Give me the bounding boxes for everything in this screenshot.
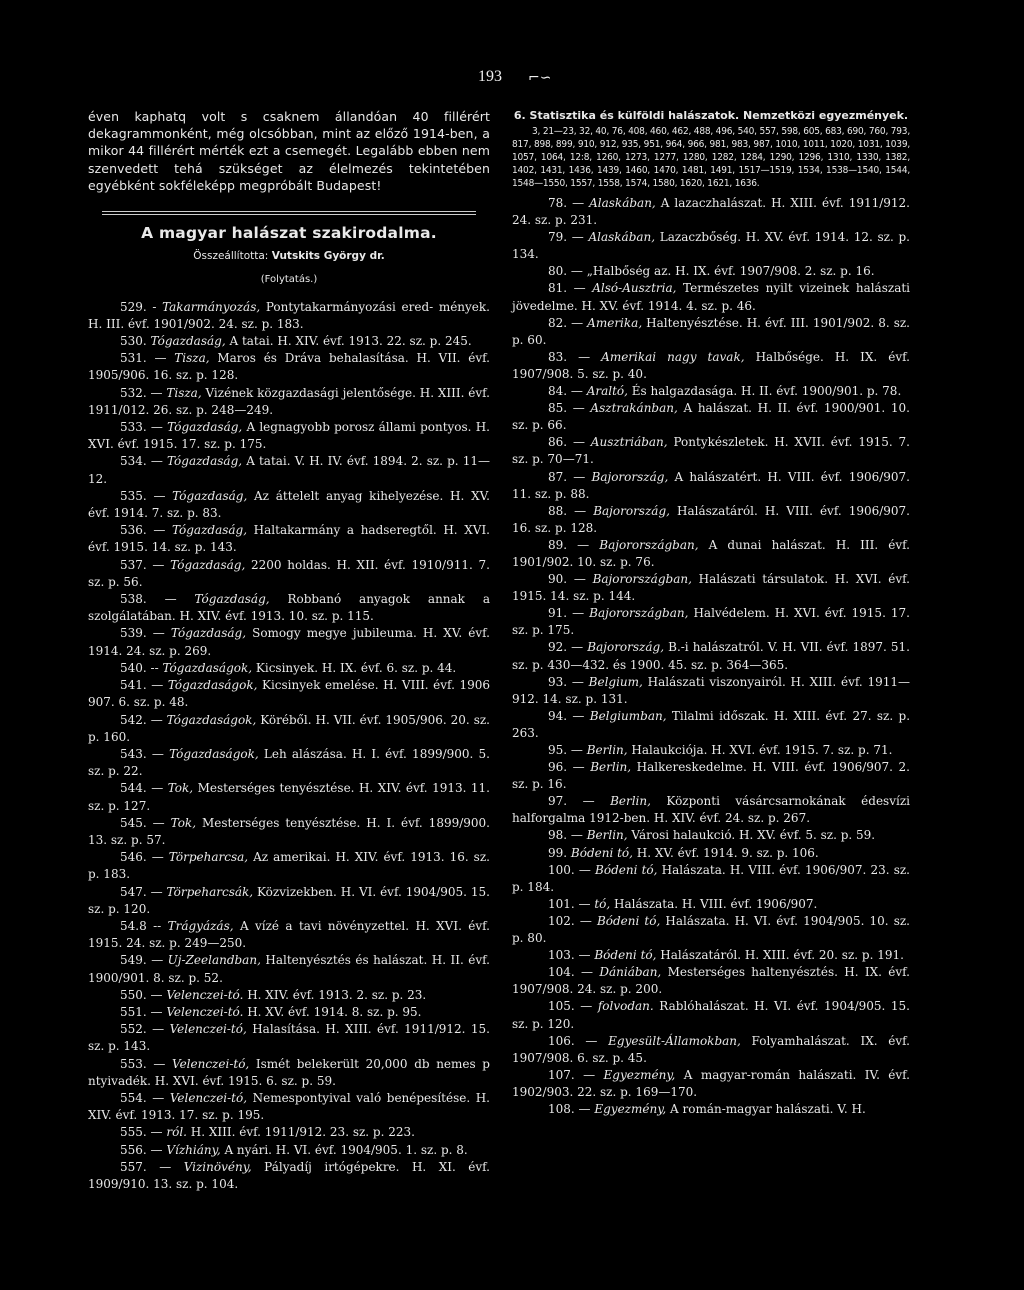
entry-title: Tok, bbox=[167, 781, 194, 796]
compiler-line bbox=[88, 248, 490, 265]
entry-number: 97. — bbox=[548, 794, 611, 809]
bibliography-entry bbox=[512, 845, 910, 862]
bibliography-entry bbox=[512, 383, 910, 400]
bibliography-entry bbox=[88, 660, 490, 677]
entry-citation: Halászata. H. VIII. évf. 1906/907. 23. sz. p. 184. bbox=[512, 862, 910, 894]
right-entry-list bbox=[512, 195, 910, 1118]
section-divider bbox=[102, 211, 476, 215]
bibliography-entry bbox=[88, 591, 490, 625]
bibliography-entry bbox=[512, 315, 910, 349]
article-heading: A magyar halászat szakirodalma. bbox=[141, 224, 437, 243]
entry-citation: Haltenyésztése. H. évf. III. 1901/902. 8. sz. p. 60. bbox=[512, 315, 910, 347]
bibliography-entry bbox=[512, 862, 910, 896]
bibliography-entry bbox=[88, 419, 490, 453]
entry-number: 540. -- bbox=[120, 660, 163, 675]
entry-title: Törpeharcsák, bbox=[166, 884, 254, 899]
bibliography-entry bbox=[512, 195, 910, 229]
entry-title: Tógazdaság, bbox=[170, 557, 246, 572]
entry-title: Velenczei-tó. bbox=[166, 987, 244, 1002]
bibliography-entry bbox=[512, 349, 910, 383]
entry-citation: Haltenyésztés és halászat. H. II. évf. 1900/901. 8. sz. p. 52. bbox=[88, 953, 490, 985]
page-number: 193 bbox=[478, 68, 502, 85]
bibliography-entry bbox=[512, 827, 910, 844]
entry-number: 543. — bbox=[120, 746, 170, 761]
bibliography-entry bbox=[88, 557, 490, 591]
entry-title: Ausztriában, bbox=[590, 435, 668, 450]
entry-number: 555. — bbox=[120, 1125, 167, 1140]
entry-number: 104. — bbox=[548, 965, 600, 980]
bibliography-entry bbox=[512, 759, 910, 793]
entry-title: Velenczei-tó, bbox=[172, 1056, 250, 1071]
entry-citation: „Halbőség az. H. IX. évf. 1907/908. 2. sz. p. 16. bbox=[586, 264, 875, 279]
continued-note: (Folytatás.) bbox=[260, 274, 318, 286]
entry-citation: Mesterséges haltenyésztés. H. IX. évf. 1907/908. 24. sz. p. 200. bbox=[512, 965, 910, 997]
entry-title: Tógazdaság, bbox=[194, 592, 270, 607]
entry-citation: H. XIV. évf. 1913. 2. sz. p. 23. bbox=[243, 987, 427, 1002]
bibliography-entry bbox=[88, 1124, 490, 1141]
bibliography-entry bbox=[512, 1033, 910, 1067]
entry-citation: Halászatáról. H. XIII. évf. 20. sz. p. 191. bbox=[656, 948, 904, 963]
bibliography-entry bbox=[88, 918, 490, 952]
entry-number: 83. — bbox=[548, 349, 602, 364]
entry-title: Berlin, bbox=[610, 794, 651, 809]
entry-title: Tisza, bbox=[166, 385, 202, 400]
entry-number: 102. — bbox=[548, 913, 597, 928]
entry-title: Amerikai nagy tavak, bbox=[601, 349, 745, 364]
bibliography-entry bbox=[512, 503, 910, 537]
entry-number: 542. — bbox=[120, 712, 167, 727]
entry-number: 85. — bbox=[548, 401, 591, 416]
entry-number: 99. bbox=[548, 845, 571, 860]
entry-title: Bajorország, bbox=[591, 469, 669, 484]
entry-citation: Leh alászása. H. I. évf. 1899/900. 5. sz. p. 22. bbox=[88, 746, 490, 779]
entry-citation: 2200 holdas. H. XII. évf. 1910/911. 7. sz. p. 56. bbox=[88, 557, 490, 589]
bibliography-entry bbox=[512, 1067, 910, 1101]
entry-title: Tógazdaságok, bbox=[167, 678, 258, 693]
entry-title: Takarmányozás, bbox=[162, 299, 261, 314]
entry-citation: A dunai halászat. H. III. évf. 1901/902. 10. sz. p. 76. bbox=[512, 537, 910, 569]
entry-title: Bajorországban, bbox=[589, 606, 689, 621]
entry-citation: Természetes nyilt vizeinek halászati jövedelme. H. XV. évf. 1914. 4. sz. p. 46. bbox=[512, 281, 911, 313]
entry-title: Berlin, bbox=[590, 760, 632, 775]
entry-citation: Központi vásárcsarnokának édesvízi halforgalma 1912-ben. H. XIV. évf. 24. sz. p. 267. bbox=[512, 794, 910, 826]
entry-number: 108. — bbox=[548, 1101, 595, 1116]
page-ornament: ⌐∽ bbox=[528, 70, 552, 86]
entry-title: Törpeharcsa, bbox=[168, 850, 249, 865]
bibliography-entry bbox=[512, 400, 910, 434]
compiler-name: Vutskits György dr. bbox=[271, 250, 385, 263]
entry-number: 106. — bbox=[548, 1033, 609, 1048]
entry-title: Tógazdaság, bbox=[167, 420, 243, 435]
entry-title: Tok, bbox=[170, 815, 197, 830]
bibliography-entry bbox=[512, 964, 910, 998]
entry-title: tó, bbox=[594, 896, 611, 911]
intro-paragraph: éven kaphatq volt s csaknem állandóan 40 fillérért dekagrammonként, még olcsóbban, mint az előző 1914-ben, a mikor 44 fillérért mérték ezt a csemegét. Legalább ebben nem szenvedett tehá szükséget az élelmezés tekintetében egyébként sokféleképp megpróbált Budapest! bbox=[88, 109, 490, 193]
bibliography-entry bbox=[512, 1101, 910, 1118]
entry-number: 554. — bbox=[120, 1090, 170, 1105]
entry-citation: H. XV. évf. 1914. 9. sz. p. 106. bbox=[632, 845, 819, 860]
entry-title: Bódeni tó, bbox=[570, 845, 633, 860]
section-heading: 6. Statisztika és külföldi halászatok. Nemzetközi egyezmények. bbox=[513, 109, 909, 122]
entry-number: 91. — bbox=[548, 606, 590, 621]
entry-title: folvodan. bbox=[597, 999, 654, 1014]
entry-citation: A tatai. H. XIV. évf. 1913. 22. sz. p. 245. bbox=[225, 334, 472, 349]
entry-number: 84. — bbox=[548, 384, 587, 399]
entry-citation: Halaukciója. H. XVI. évf. 1915. 7. sz. p. 71. bbox=[627, 743, 893, 757]
entry-number: 92. — bbox=[548, 640, 588, 655]
bibliography-entry bbox=[88, 849, 490, 883]
entry-number: 533. — bbox=[120, 420, 168, 435]
entry-title: Vízhiány, bbox=[166, 1142, 221, 1157]
bibliography-entry bbox=[512, 674, 910, 708]
entry-title: Velenczei-tó. bbox=[166, 1004, 244, 1019]
entry-number: 82. — bbox=[548, 315, 588, 330]
bibliography-entry bbox=[88, 350, 490, 384]
entry-title: Dániában, bbox=[599, 965, 662, 980]
entry-citation: És halgazdasága. H. II. évf. 1900/901. p. 78. bbox=[627, 384, 902, 399]
bibliography-entry bbox=[88, 1142, 490, 1159]
entry-citation: Az áttelelt anyag kihelyezése. H. XV. évf. 1914. 7. sz. p. 83. bbox=[88, 488, 490, 521]
entry-title: Vizinövény, bbox=[183, 1159, 252, 1174]
entry-number: 550. — bbox=[120, 987, 167, 1002]
bibliography-entry bbox=[88, 1090, 490, 1124]
entry-citation: Kicsinyek. H. IX. évf. 6. sz. p. 44. bbox=[252, 660, 457, 675]
bibliography-entry bbox=[512, 742, 910, 759]
entry-number: 546. — bbox=[120, 850, 169, 865]
bibliography-entry bbox=[512, 263, 910, 280]
bibliography-entry bbox=[512, 913, 910, 947]
entry-title: Asztrakánban, bbox=[590, 401, 678, 416]
entry-title: Uj-Zeelandban, bbox=[167, 953, 261, 968]
entry-citation: Halbősége. H. IX. évf. 1907/908. 5. sz. p. 40. bbox=[512, 349, 910, 381]
entry-citation: Nemespontyival való benépesítése. H. XIV. évf. 1913. 17. sz. p. 195. bbox=[88, 1090, 490, 1123]
bibliography-entry bbox=[88, 333, 490, 350]
bibliography-entry bbox=[88, 780, 490, 814]
entry-number: 549. — bbox=[120, 953, 168, 968]
entry-citation: Lazaczbőség. H. XV. évf. 1914. 12. sz. p. 134. bbox=[512, 230, 910, 262]
entry-citation: A román-magyar halászati. V. H. bbox=[666, 1101, 866, 1116]
entry-number: 89. — bbox=[548, 537, 600, 552]
entry-citation: Halvédelem. H. XVI. évf. 1915. 17. sz. p. 175. bbox=[512, 606, 910, 638]
bibliography-entry bbox=[88, 884, 490, 918]
entry-citation: Pontytakarmányozási ered- mények. H. III. évf. 1901/902. 24. sz. p. 183. bbox=[88, 299, 490, 331]
entry-number: 532. — bbox=[120, 385, 167, 400]
entry-title: Egyezmény, bbox=[603, 1067, 676, 1082]
entry-number: 95. — bbox=[548, 743, 587, 757]
entry-title: Berlin, bbox=[586, 828, 628, 843]
entry-citation: A nyári. H. VI. évf. 1904/905. 1. sz. p. 8. bbox=[220, 1142, 468, 1157]
entry-number: 78. — bbox=[548, 196, 590, 210]
right-column bbox=[512, 108, 910, 1118]
entry-number: 537. — bbox=[120, 557, 171, 572]
entry-citation: Halászati viszonyairól. H. XIII. évf. 1911—912. 14. sz. p. 131. bbox=[512, 674, 910, 706]
bibliography-entry bbox=[512, 896, 910, 913]
entry-number: 107. — bbox=[548, 1067, 604, 1082]
bibliography-entry bbox=[88, 952, 490, 986]
bibliography-entry bbox=[512, 793, 910, 827]
entry-citation: Vizének közgazdasági jelentősége. H. XIII. évf. 1911/012. 26. sz. p. 248—249. bbox=[88, 385, 490, 417]
bibliography-entry bbox=[88, 522, 490, 556]
entry-number: 536. — bbox=[120, 523, 172, 538]
bibliography-entry bbox=[512, 708, 910, 742]
bibliography-entry bbox=[88, 1159, 490, 1193]
compiler-label: Összeállította: bbox=[193, 250, 269, 263]
entry-citation: Városi halaukció. H. XV. évf. 5. sz. p. 59. bbox=[627, 828, 876, 843]
entry-citation: A halászatért. H. VIII. évf. 1906/907. 11. sz. p. 88. bbox=[512, 469, 910, 501]
entry-title: Tógazdaság, bbox=[170, 626, 247, 641]
entry-title: Amerika, bbox=[587, 315, 643, 330]
entry-number: 544. — bbox=[120, 781, 168, 796]
entry-title: Trágyázás, bbox=[167, 918, 234, 933]
bibliography-entry bbox=[88, 385, 490, 419]
entry-title: Araltó, bbox=[586, 384, 628, 399]
entry-title: Tógazdaság, bbox=[172, 488, 248, 503]
entry-title: Tógazdaság, bbox=[166, 454, 243, 469]
entry-number: 535. — bbox=[120, 488, 173, 503]
bibliography-entry bbox=[88, 299, 490, 333]
entry-number: 103. — bbox=[548, 948, 595, 963]
entry-title: Egyesült-Államokban, bbox=[608, 1033, 741, 1048]
entry-citation: Kicsinyek emelése. H. VIII. évf. 1906 907. 6. sz. p. 48. bbox=[88, 678, 490, 710]
bibliography-entry bbox=[88, 1021, 490, 1055]
entry-title: Bódeni tó, bbox=[594, 948, 657, 963]
entry-number: 551. — bbox=[120, 1004, 167, 1019]
entry-citation: Pontykészletek. H. XVII. évf. 1915. 7. sz. p. 70—71. bbox=[512, 435, 910, 467]
entry-title: Egyezmény, bbox=[594, 1101, 667, 1116]
left-column bbox=[88, 108, 490, 1193]
entry-citation: Az amerikai. H. XIV. évf. 1913. 16. sz. p. 183. bbox=[88, 850, 490, 882]
entry-citation: Halászata. H. VIII. évf. 1906/907. bbox=[610, 896, 818, 911]
entry-number: 557. — bbox=[120, 1159, 184, 1174]
entry-number: 539. — bbox=[120, 626, 171, 641]
entry-citation: A legnagyobb porosz állami pontyos. H. XVI. évf. 1915. 17. sz. p. 175. bbox=[88, 420, 490, 452]
entry-citation: B.-i halászatról. V. H. VII. évf. 1897. 51. sz. p. 430—432. és 1900. 45. sz. p. 364—365. bbox=[512, 640, 910, 672]
entry-number: 531. — bbox=[120, 351, 175, 366]
entry-number: 90. — bbox=[548, 572, 593, 587]
entry-number: 529. - bbox=[120, 299, 163, 314]
entry-citation: A magyar-román halászati. IV. évf. 1902/903. 22. sz. p. 169—170. bbox=[512, 1067, 910, 1099]
entry-number: 545. — bbox=[120, 815, 171, 830]
entry-number: 87. — bbox=[548, 469, 592, 484]
entry-citation: Somogy megye jubileuma. H. XV. évf. 1914. 24. sz. p. 269. bbox=[88, 626, 490, 658]
bibliography-entry bbox=[512, 947, 910, 964]
entry-citation: Halászati társulatok. H. XVI. évf. 1915. 14. sz. p. 144. bbox=[512, 572, 910, 604]
entry-citation: Halkereskedelme. H. VIII. évf. 1906/907. 2. sz. p. 16. bbox=[512, 760, 910, 792]
entry-number: 96. — bbox=[548, 760, 591, 775]
entry-title: Belgiumban, bbox=[589, 708, 667, 723]
entry-number: 88. — bbox=[548, 503, 594, 518]
entry-title: Bajorországban, bbox=[592, 572, 692, 587]
entry-citation: A vízé a tavi növényzettel. H. XVI. évf. 1915. 24. sz. p. 249—250. bbox=[88, 918, 490, 951]
bibliography-entry bbox=[88, 746, 490, 780]
entry-title: Bajorország, bbox=[587, 640, 665, 655]
entry-number: 101. — bbox=[548, 896, 595, 911]
cross-reference-numbers: 3, 21—23, 32, 40, 76, 408, 460, 462, 488, 496, 540, 557, 598, 605, 683, 690, 760, 793, 817, 898, 899, 910, 912, 935, 951, 964, 966, 981, 983, 987, 1010, 1011, 1020, 1031, 1039, 1057, 1064, 12:8, 1260, 1273, 1277, 1280, 1282, 1284, 1290, 1296, 1310, 1330, 1382, 1402, 1431, 1436, 1439, 1460, 1470, 1481, 1491, 1517—1519, 1534, 1538—1540, 1544, 1548—1550, 1557, 1558, 1574, 1580, 1620, 1621, 1636. bbox=[512, 126, 910, 189]
bibliography-entry bbox=[88, 1004, 490, 1021]
entry-number: 100. — bbox=[548, 862, 596, 877]
entry-number: 538. — bbox=[120, 592, 195, 607]
entry-citation: Rablóhalászat. H. VI. évf. 1904/905. 15. sz. p. 120. bbox=[512, 999, 910, 1031]
entry-title: Alsó-Ausztria, bbox=[592, 281, 677, 296]
entry-number: 105. — bbox=[548, 999, 598, 1014]
entry-citation: A tatai. V. H. IV. évf. 1894. 2. sz. p. 11—12. bbox=[88, 454, 490, 486]
entry-title: Bajorországban, bbox=[599, 537, 699, 552]
entry-number: 81. — bbox=[548, 281, 593, 296]
entry-number: 54.8 -- bbox=[120, 918, 168, 933]
entry-citation: Halászatáról. H. VIII. évf. 1906/907. 16. sz. p. 128. bbox=[512, 503, 910, 535]
bibliography-entry bbox=[512, 434, 910, 468]
entry-citation: Ismét belekerült 20,000 db nemes p ntyivadék. H. XVI. évf. 1915. 6. sz. p. 59. bbox=[88, 1056, 490, 1088]
entry-number: 552. — bbox=[120, 1022, 170, 1037]
entry-number: 86. — bbox=[548, 435, 591, 450]
entry-number: 530. bbox=[120, 334, 151, 349]
entry-title: Bajorország, bbox=[593, 503, 670, 518]
entry-number: 553. — bbox=[120, 1056, 172, 1071]
entry-citation: Maros és Dráva behalasítása. H. VII. évf. 1905/906. 16. sz. p. 128. bbox=[88, 351, 490, 383]
entry-citation: Mesterséges tenyésztése. H. XIV. évf. 1913. 11. sz. p. 127. bbox=[88, 781, 490, 813]
entry-citation: Közvizekben. H. VI. évf. 1904/905. 15. sz. p. 120. bbox=[88, 884, 490, 916]
entry-number: 541. — bbox=[120, 678, 168, 693]
entry-citation: Halasítása. H. XIII. évf. 1911/912. 15. sz. p. 143. bbox=[88, 1022, 490, 1054]
entry-number: 80. — bbox=[548, 264, 587, 279]
entry-citation: A halászat. H. II. évf. 1900/901. 10. sz. p. 66. bbox=[512, 401, 910, 433]
entry-citation: Tilalmi időszak. H. XIII. évf. 27. sz. p. 263. bbox=[512, 708, 911, 740]
bibliography-entry bbox=[512, 229, 910, 263]
entry-title: Belgium, bbox=[588, 674, 643, 689]
entry-citation: H. XIII. évf. 1911/912. 23. sz. p. 223. bbox=[186, 1125, 415, 1140]
bibliography-entry bbox=[88, 815, 490, 849]
entry-title: ról. bbox=[166, 1125, 187, 1140]
bibliography-entry bbox=[88, 453, 490, 487]
entry-citation: Robbanó anyagok annak a szolgálatában. H. XIV. évf. 1913. 10. sz. p. 115. bbox=[88, 592, 490, 624]
entry-number: 93. — bbox=[548, 674, 589, 689]
entry-title: Tisza, bbox=[174, 351, 210, 366]
entry-citation: A lazaczhalászat. H. XIII. évf. 1911/912. 24. sz. p. 231. bbox=[512, 196, 910, 228]
entry-title: Berlin, bbox=[586, 743, 628, 757]
bibliography-entry bbox=[512, 605, 910, 639]
entry-number: 534. — bbox=[120, 454, 167, 469]
bibliography-entry bbox=[88, 625, 490, 659]
entry-title: Tógazdaságok, bbox=[166, 712, 257, 727]
entry-citation: H. XV. évf. 1914. 8. sz. p. 95. bbox=[243, 1004, 422, 1019]
entry-citation: Halászata. H. VI. évf. 1904/905. 10. sz. p. 80. bbox=[512, 913, 910, 946]
entry-title: Velenczei-tó, bbox=[169, 1022, 247, 1037]
entry-citation: Mesterséges tenyésztése. H. I. évf. 1899/900. 13. sz. p. 57. bbox=[88, 815, 490, 847]
entry-number: 98. — bbox=[548, 828, 587, 843]
entry-title: Velenczei-tó, bbox=[169, 1090, 248, 1105]
entry-number: 94. — bbox=[548, 708, 590, 723]
bibliography-entry bbox=[512, 280, 910, 314]
entry-number: 547. — bbox=[120, 884, 167, 899]
entry-title: Tógazdaságok, bbox=[169, 746, 259, 761]
entry-title: Alaskában, bbox=[589, 196, 656, 210]
entry-citation: Köréből. H. VII. évf. 1905/906. 20. sz. p. 160. bbox=[88, 712, 490, 744]
bibliography-entry bbox=[88, 677, 490, 711]
entry-citation: Folyamhalászat. IX. évf. 1907/908. 6. sz. p. 45. bbox=[512, 1033, 910, 1065]
entry-title: Tógazdaságok, bbox=[162, 660, 253, 675]
entry-citation: Pályadíj irtógépekre. H. XI. évf. 1909/910. 13. sz. p. 104. bbox=[88, 1159, 490, 1191]
entry-number: 79. — bbox=[548, 230, 589, 245]
bibliography-entry bbox=[512, 469, 910, 503]
left-entry-list bbox=[88, 299, 490, 1194]
entry-title: Tógazdaság, bbox=[150, 334, 226, 349]
bibliography-entry bbox=[512, 537, 910, 571]
bibliography-entry bbox=[88, 1056, 490, 1090]
entry-title: Bódeni tó, bbox=[595, 862, 658, 877]
bibliography-entry bbox=[512, 571, 910, 605]
bibliography-entry bbox=[88, 712, 490, 746]
entry-citation: Haltakarmány a hadseregtől. H. XVI. évf. 1915. 14. sz. p. 143. bbox=[88, 523, 490, 555]
bibliography-entry bbox=[88, 987, 490, 1004]
entry-number: 556. — bbox=[120, 1142, 167, 1157]
entry-title: Bódeni tó, bbox=[596, 913, 661, 928]
bibliography-entry bbox=[88, 488, 490, 522]
bibliography-entry bbox=[512, 639, 910, 673]
entry-title: Tógazdaság, bbox=[171, 523, 248, 538]
entry-title: Alaskában, bbox=[588, 230, 656, 245]
bibliography-entry bbox=[512, 998, 910, 1032]
